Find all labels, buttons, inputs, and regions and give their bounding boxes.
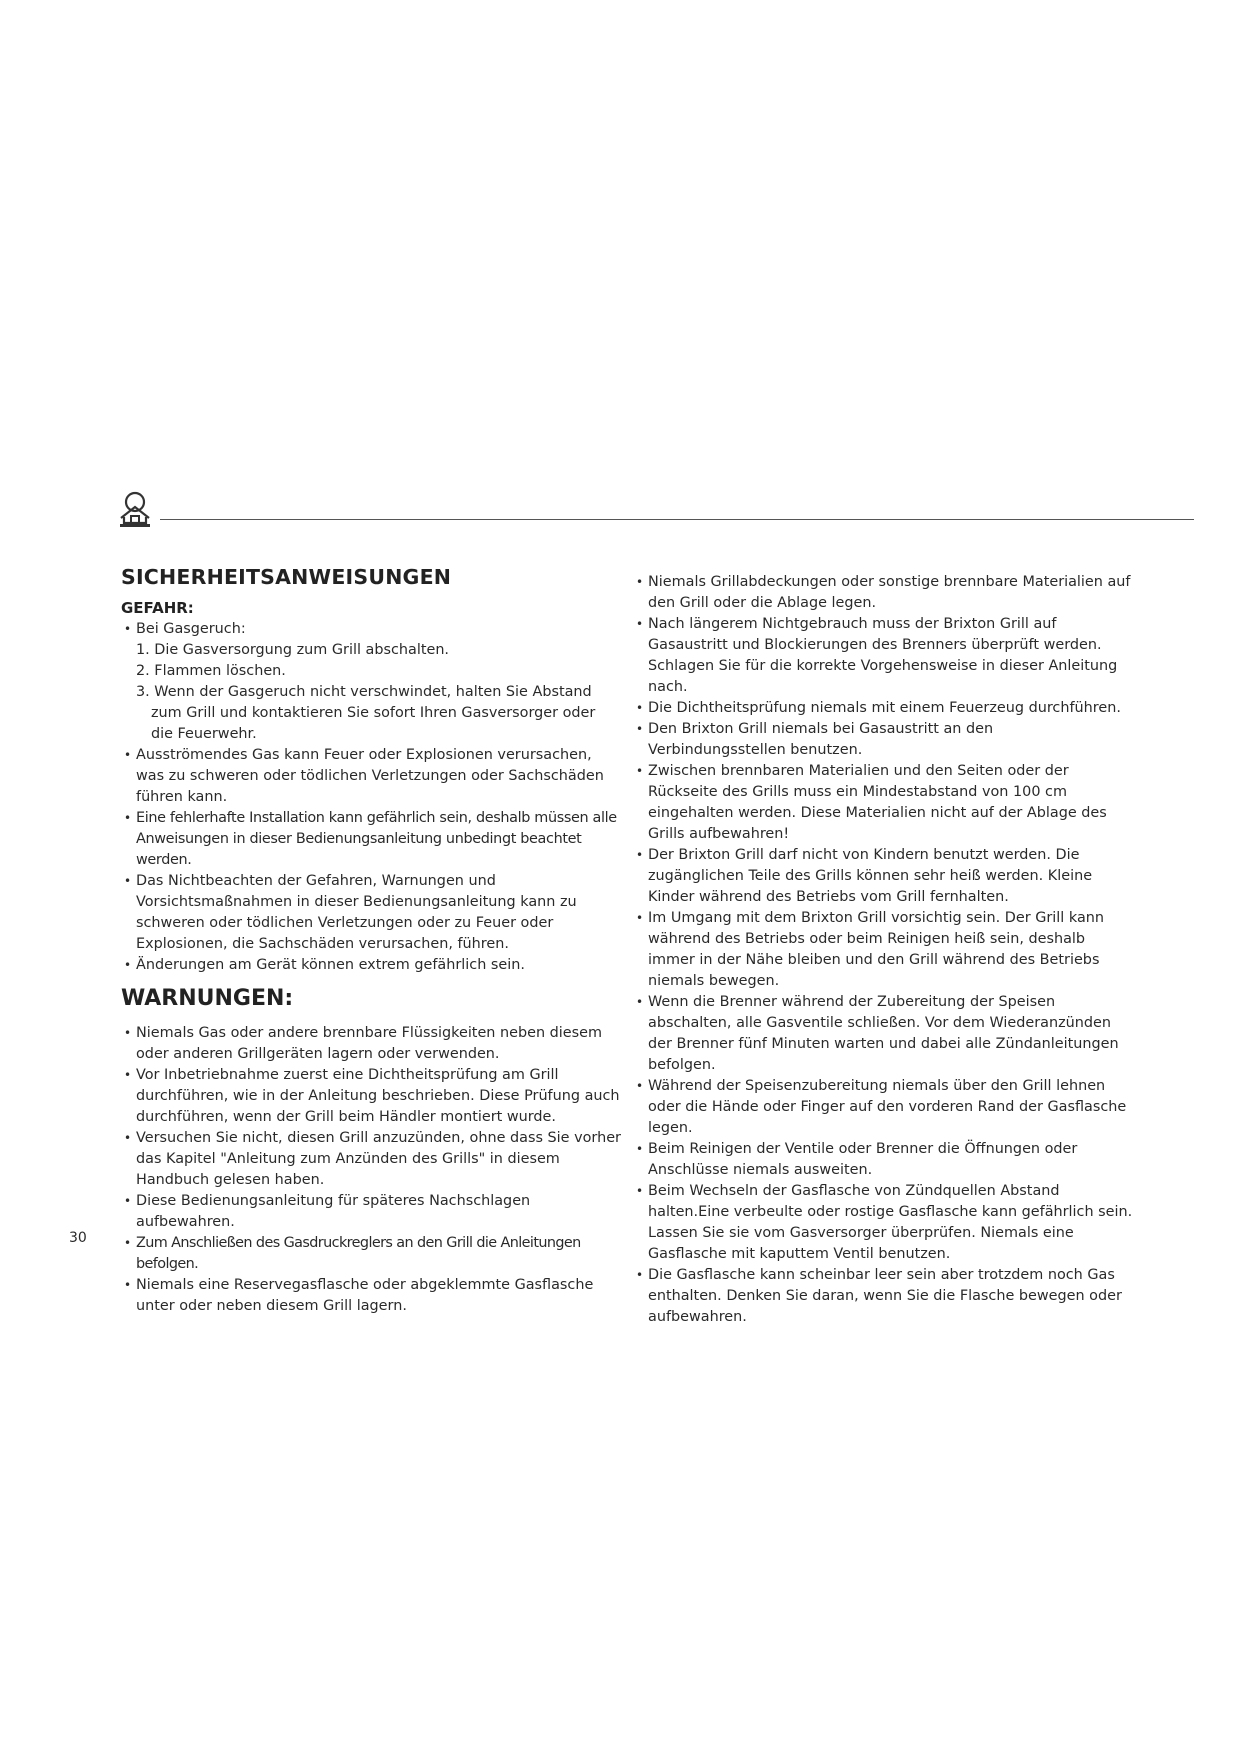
- list-item: • Die Dichtheitsprüfung niemals mit einem Feuerzeug durchführen.: [633, 698, 1133, 719]
- brixton-logo-icon: [118, 488, 160, 528]
- list-item: • Beim Wechseln der Gasflasche von Zündquellen Abstand halten.Eine verbeulte oder rostige Gasflasche kann gefährlich sein. Lassen Sie sie vom Gasversorger überprüfen. Niemals eine Gasflasche mit kaputtem Ventil benutzen.: [633, 1181, 1133, 1265]
- danger-list: [121, 619, 621, 640]
- list-item: • Die Gasflasche kann scheinbar leer sein aber trotzdem noch Gas enthalten. Denken Sie daran, wenn Sie die Flasche bewegen oder aufbewahren.: [633, 1265, 1133, 1328]
- list-item: • Im Umgang mit dem Brixton Grill vorsichtig sein. Der Grill kann während des Betriebs oder beim Reinigen heiß sein, deshalb immer in der Nähe bleiben und den Grill während des Betriebs niemals bewegen.: [633, 908, 1133, 992]
- header-divider: [160, 519, 1194, 520]
- step-item: 1. Die Gasversorgung zum Grill abschalten.: [136, 642, 450, 658]
- list-item: • Nach längerem Nichtgebrauch muss der Brixton Grill auf Gasaustritt und Blockierungen des Brenners überprüft werden. Schlagen Sie für die korrekte Vorgehensweise in dieser Anleitung nach.: [633, 614, 1133, 698]
- page-number: 30: [69, 1230, 87, 1246]
- warnings-heading: WARNUNGEN:: [121, 986, 294, 1011]
- list-item: • Beim Reinigen der Ventile oder Brenner die Öffnungen oder Anschlüsse niemals ausweiten.: [633, 1139, 1133, 1181]
- list-item: • Wenn die Brenner während der Zubereitung der Speisen abschalten, alle Gasventile schließen. Vor dem Wiederanzünden der Brenner fünf Minuten warten und dabei alle Zündanleitungen befolgen.: [633, 992, 1133, 1076]
- list-item: • Zum Anschließen des Gasdruckreglers an den Grill die Anleitungen befolgen.: [121, 1233, 621, 1275]
- danger-heading: GEFAHR:: [121, 599, 194, 617]
- list-item: • Das Nichtbeachten der Gefahren, Warnungen und Vorsichtsmaßnahmen in dieser Bedienungsanleitung kann zu schweren oder tödlichen Verletzungen oder zu Feuer oder Explosionen, die Sachschäden verursachen, führen.: [121, 871, 621, 955]
- left-column: [121, 564, 621, 1317]
- danger-items: [121, 745, 621, 976]
- list-item: • Diese Bedienungsanleitung für späteres Nachschlagen aufbewahren.: [121, 1191, 621, 1233]
- list-item: • Änderungen am Gerät können extrem gefährlich sein.: [121, 955, 621, 976]
- list-item: [121, 619, 621, 640]
- step-item: 3. Wenn der Gasgeruch nicht verschwindet, halten Sie Abstand zum Grill und kontaktieren Sie sofort Ihren Gasversorger oder die Feuerwehr.: [136, 684, 596, 742]
- list-item: • Niemals Gas oder andere brennbare Flüssigkeiten neben diesem oder anderen Grillgeräten lagern oder verwenden.: [121, 1023, 621, 1065]
- list-item: • Eine fehlerhafte Installation kann gefährlich sein, deshalb müssen alle Anweisungen in dieser Bedienungsanleitung unbedingt beachtet werden.: [121, 808, 621, 871]
- list-item: • Niemals eine Reservegasflasche oder abgeklemmte Gasflasche unter oder neben diesem Grill lagern.: [121, 1275, 621, 1317]
- step-item: 2. Flammen löschen.: [136, 663, 286, 679]
- warnings-list-continued: [633, 572, 1133, 1328]
- page-title: SICHERHEITSANWEISUNGEN: [121, 565, 452, 589]
- list-item: • Den Brixton Grill niemals bei Gasaustritt an den Verbindungsstellen benutzen.: [633, 719, 1133, 761]
- list-item: • Niemals Grillabdeckungen oder sonstige brennbare Materialien auf den Grill oder die Ablage legen.: [633, 572, 1133, 614]
- list-item: • Der Brixton Grill darf nicht von Kindern benutzt werden. Die zugänglichen Teile des Grills können sehr heiß werden. Kleine Kinder während des Betriebs vom Grill fernhalten.: [633, 845, 1133, 908]
- danger-intro: Bei Gasgeruch:: [136, 621, 246, 637]
- list-item: • Zwischen brennbaren Materialien und den Seiten oder der Rückseite des Grills muss ein Mindestabstand von 100 cm eingehalten werden. Diese Materialien nicht auf der Ablage des Grills aufbewahren!: [633, 761, 1133, 845]
- list-item: • Während der Speisenzubereitung niemals über den Grill lehnen oder die Hände oder Finger auf den vorderen Rand der Gasflasche legen.: [633, 1076, 1133, 1139]
- warnings-list: [121, 1023, 621, 1317]
- right-column: [633, 572, 1133, 1328]
- list-item: • Versuchen Sie nicht, diesen Grill anzuzünden, ohne dass Sie vorher das Kapitel "Anleitung zum Anzünden des Grills" in diesem Handbuch gelesen haben.: [121, 1128, 621, 1191]
- gas-smell-steps: [121, 640, 621, 745]
- list-item: • Ausströmendes Gas kann Feuer oder Explosionen verursachen, was zu schweren oder tödlichen Verletzungen oder Sachschäden führen kann.: [121, 745, 621, 808]
- list-item: • Vor Inbetriebnahme zuerst eine Dichtheitsprüfung am Grill durchführen, wie in der Anleitung beschrieben. Diese Prüfung auch durchführen, wenn der Grill beim Händler montiert wurde.: [121, 1065, 621, 1128]
